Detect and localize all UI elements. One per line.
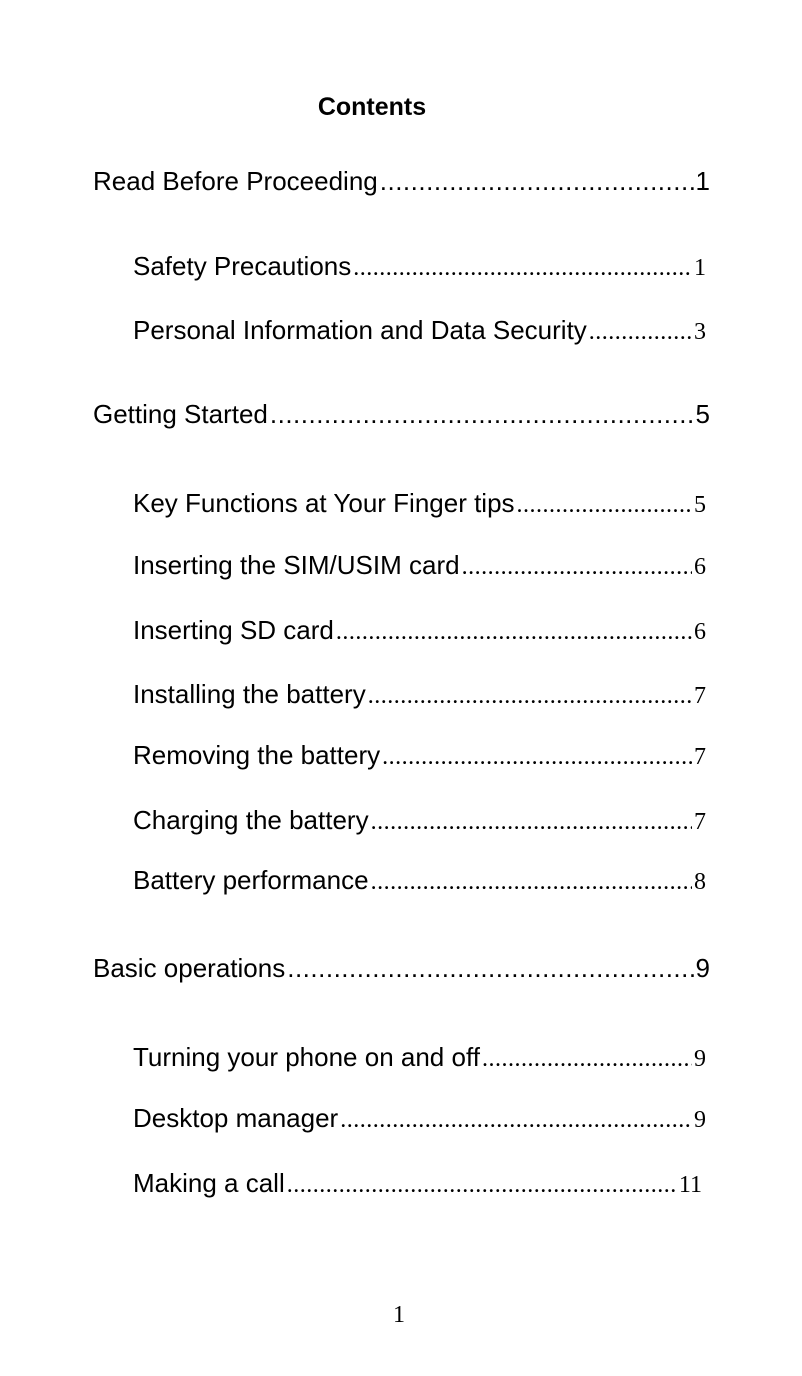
toc-dot-leader (371, 805, 692, 837)
toc-dot-leader (287, 1168, 677, 1200)
toc-entry-battery-performance[interactable] (133, 863, 706, 897)
toc-entry-label: Key Functions at Your Finger tips (133, 488, 515, 518)
toc-entry-label: Inserting SD card (133, 615, 334, 645)
toc-dot-leader (462, 550, 692, 582)
toc-entry-page: 7 (694, 809, 706, 835)
toc-section-getting-started[interactable] (93, 397, 710, 431)
toc-entry-page: 5 (695, 399, 710, 429)
toc-dot-leader (336, 615, 692, 647)
toc-entry-installing-battery[interactable] (133, 677, 706, 711)
toc-entry-label: Making a call (133, 1168, 285, 1198)
toc-entry-page: 6 (694, 554, 706, 580)
toc-entry-page: 5 (694, 492, 706, 518)
toc-entry-key-functions[interactable] (133, 486, 706, 520)
toc-entry-personal-information[interactable] (133, 313, 706, 347)
toc-entry-removing-battery[interactable] (133, 738, 706, 772)
toc-dot-leader (371, 865, 692, 897)
toc-entry-page: 1 (694, 255, 706, 281)
toc-entry-making-a-call[interactable] (133, 1166, 702, 1200)
toc-entry-label: Safety Precautions (133, 251, 352, 281)
toc-entry-desktop-manager[interactable] (133, 1101, 706, 1135)
toc-entry-page: 3 (694, 319, 706, 345)
toc-entry-label: Turning your phone on and off (133, 1042, 480, 1072)
toc-dot-leader (380, 164, 694, 198)
toc-dot-leader (517, 488, 692, 520)
toc-entry-page: 9 (694, 1046, 706, 1072)
toc-dot-leader (368, 679, 692, 711)
toc-entry-label: Getting Started (93, 399, 268, 429)
page-number: 1 (393, 1302, 405, 1328)
toc-entry-label: Personal Information and Data Security (133, 315, 587, 345)
toc-entry-page: 11 (678, 1172, 702, 1198)
toc-entry-page: 6 (694, 619, 706, 645)
toc-dot-leader (589, 315, 692, 347)
toc-entry-label: Inserting the SIM/USIM card (133, 550, 460, 580)
toc-entry-label: Charging the battery (133, 805, 369, 835)
toc-dot-leader (287, 951, 693, 985)
toc-entry-label: Removing the battery (133, 740, 381, 770)
toc-dot-leader (270, 397, 694, 431)
toc-entry-inserting-sim[interactable] (133, 548, 706, 582)
toc-entry-turning-phone-on-off[interactable] (133, 1040, 706, 1074)
toc-entry-inserting-sd[interactable] (133, 613, 706, 647)
toc-section-basic-operations[interactable] (93, 951, 710, 985)
toc-entry-label: Battery performance (133, 865, 369, 895)
toc-entry-charging-battery[interactable] (133, 803, 706, 837)
toc-dot-leader (482, 1042, 692, 1074)
toc-entry-page: 7 (694, 683, 706, 709)
toc-entry-page: 9 (695, 953, 710, 983)
toc-entry-page: 1 (695, 166, 710, 196)
toc-entry-page: 7 (694, 744, 706, 770)
toc-entry-page: 8 (694, 869, 706, 895)
page-title: Contents (317, 93, 427, 121)
toc-entry-safety-precautions[interactable] (133, 249, 706, 283)
toc-entry-label: Basic operations (93, 953, 286, 983)
toc-entry-page: 9 (694, 1107, 706, 1133)
toc-dot-leader (340, 1103, 692, 1135)
toc-section-read-before-proceeding[interactable] (93, 164, 710, 198)
toc-entry-label: Desktop manager (133, 1103, 339, 1133)
toc-dot-leader (382, 740, 692, 772)
toc-entry-label: Read Before Proceeding (93, 166, 378, 196)
toc-dot-leader (353, 251, 692, 283)
toc-entry-label: Installing the battery (133, 679, 366, 709)
